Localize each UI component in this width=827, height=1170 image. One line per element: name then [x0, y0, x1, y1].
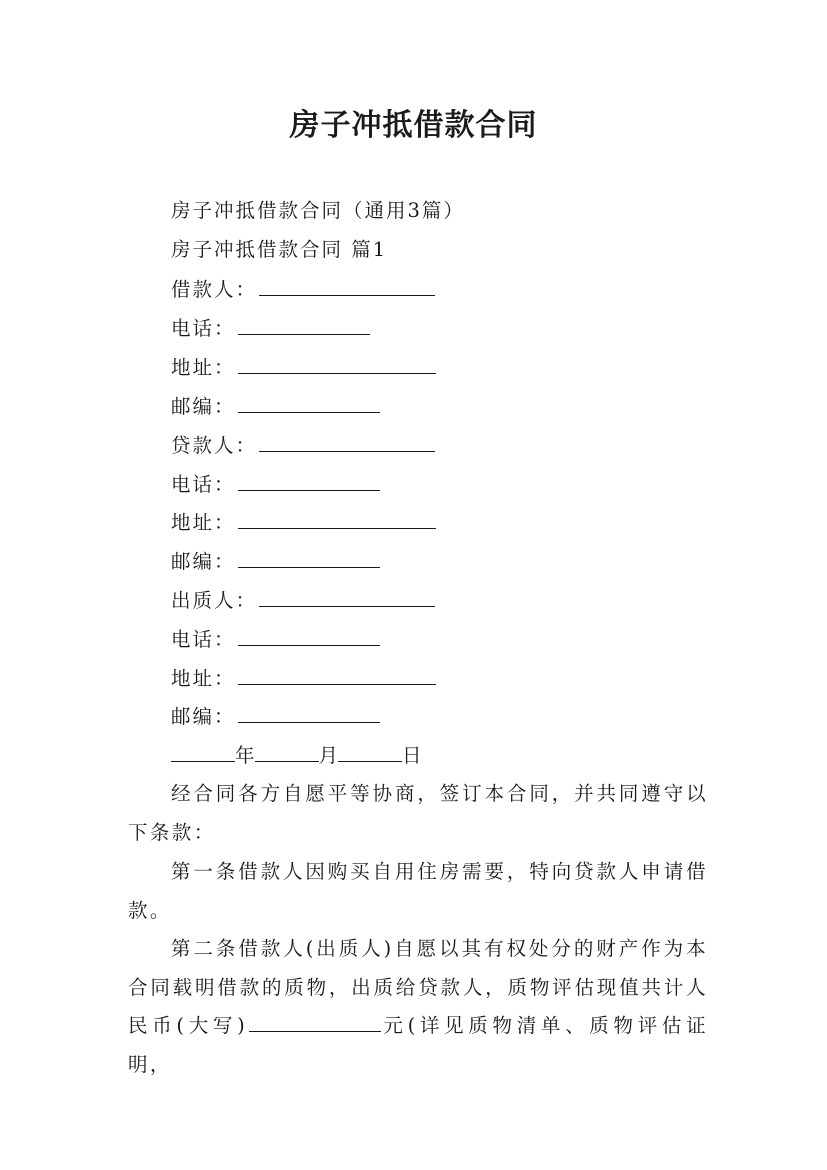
document-subtitle: 房子冲抵借款合同（通用3篇）: [171, 199, 465, 222]
fill-blank: [238, 548, 380, 568]
borrower-field: [171, 276, 435, 303]
field-label: 出质人：: [171, 589, 258, 612]
month-label: 月: [318, 744, 339, 767]
field-label: 电话：: [171, 317, 236, 340]
borrower-postcode-field: [171, 393, 380, 420]
day-label: 日: [402, 744, 422, 767]
field-label: 贷款人：: [171, 434, 258, 457]
month-blank: [255, 742, 319, 762]
fill-blank: [259, 587, 435, 607]
lender-address-field: [171, 509, 436, 536]
field-label: 地址：: [171, 356, 236, 379]
fill-blank: [238, 315, 370, 335]
field-label: 借款人：: [171, 278, 258, 301]
pledgor-phone-field: [171, 626, 380, 653]
field-label: 电话：: [171, 628, 236, 651]
fill-blank: [238, 703, 380, 723]
lender-field: [171, 432, 435, 459]
lender-phone-field: [171, 471, 380, 498]
article-1-paragraph: 第一条借款人因购买自用住房需要，特向贷款人申请借款。: [128, 860, 708, 922]
fill-blank: [238, 509, 436, 529]
fill-blank: [238, 471, 380, 491]
year-label: 年: [235, 744, 255, 767]
date-line: [171, 742, 422, 769]
pledgor-address-field: [171, 665, 436, 692]
fill-blank: [259, 432, 435, 452]
field-label: 电话：: [171, 473, 236, 496]
lender-postcode-field: [171, 548, 380, 575]
field-label: 邮编：: [171, 395, 236, 418]
fill-blank: [238, 393, 380, 413]
borrower-address-field: [171, 354, 436, 381]
article-2-text-before: 第二条借款人(出质人)自愿以其有权处分的财产作为本合同载明借款的质物，出质给贷款人，质物评估现值共计人民币(大写): [128, 937, 708, 1038]
pledgor-field: [171, 587, 435, 614]
borrower-phone-field: [171, 315, 370, 342]
field-label: 地址：: [171, 667, 236, 690]
fill-blank: [238, 665, 436, 685]
fill-blank: [238, 626, 380, 646]
amount-blank: [249, 1011, 381, 1032]
field-label: 邮编：: [171, 550, 236, 573]
pledgor-postcode-field: [171, 703, 380, 730]
fill-blank: [238, 354, 436, 374]
article-2-paragraph: [128, 930, 708, 1084]
field-label: 邮编：: [171, 705, 236, 728]
section-heading: 房子冲抵借款合同 篇1: [171, 238, 388, 261]
field-label: 地址：: [171, 511, 236, 534]
year-blank: [171, 742, 235, 762]
intro-paragraph: 经合同各方自愿平等协商，签订本合同，并共同遵守以下条款：: [128, 782, 708, 844]
document-title: 房子冲抵借款合同: [289, 108, 538, 143]
article-2-text-after: 元(详见质物清单、质物评估证明，: [128, 1014, 708, 1076]
fill-blank: [259, 276, 435, 296]
day-blank: [338, 742, 402, 762]
